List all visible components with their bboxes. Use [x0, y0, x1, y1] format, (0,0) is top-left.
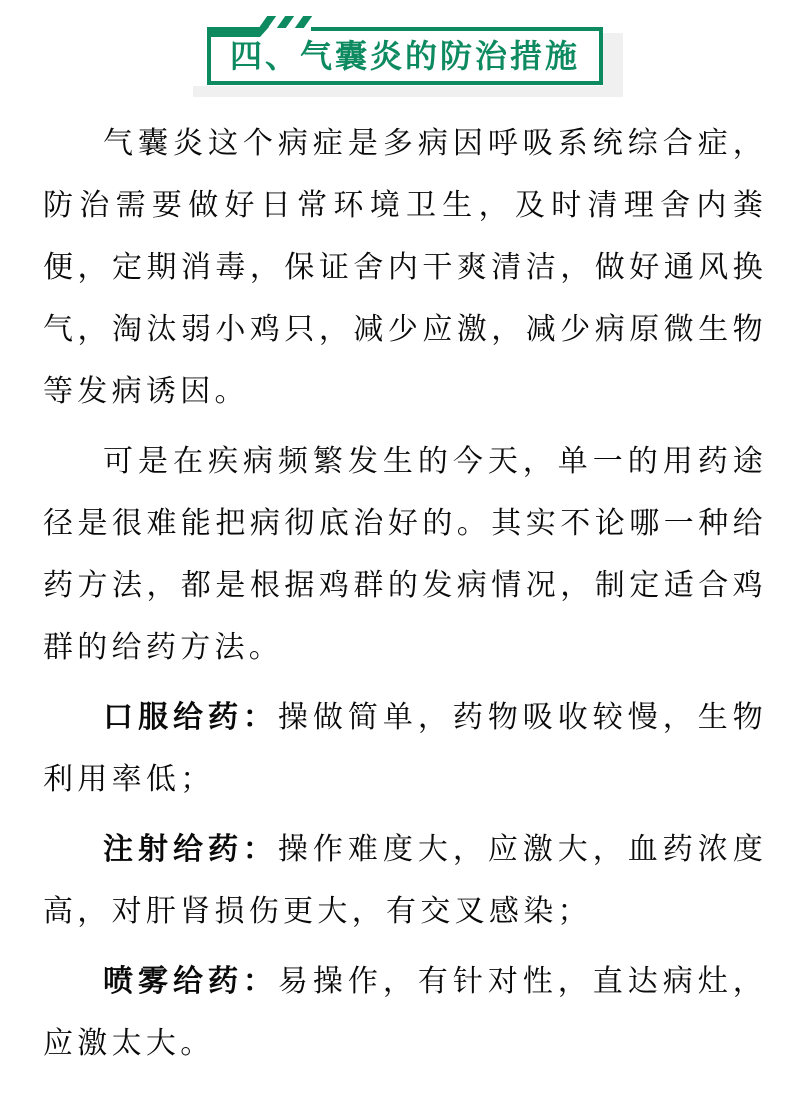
slash-icon — [277, 16, 294, 28]
paragraph-label: 口服给药： — [103, 701, 278, 734]
article-body — [43, 113, 767, 1075]
slash-icon — [295, 16, 312, 28]
section-title: 四、气囊炎的防治措施 — [229, 38, 580, 74]
decorative-top-line — [311, 27, 603, 31]
paragraph — [43, 431, 767, 679]
paragraph — [43, 819, 767, 943]
paragraph-text: 易操作，有针对性，直达病灶，应激太大。 — [43, 965, 768, 1060]
box-shadow-right — [603, 33, 623, 97]
section-header — [207, 27, 603, 85]
decorative-slashes-icon — [263, 16, 308, 28]
paragraph-text: 操作难度大，应激大，血药浓度高，对肝肾损伤更大，有交叉感染； — [43, 833, 768, 928]
box-shadow-bottom — [193, 86, 623, 97]
paragraph-label: 注射给药： — [103, 833, 278, 866]
paragraph-text: 可是在疾病频繁发生的今天，单一的用药途径是很难能把病彻底治好的。其实不论哪一种给药方法，都是根据鸡群的发病情况，制定适合鸡群的给药方法。 — [43, 445, 767, 664]
paragraph-text: 气囊炎这个病症是多病因呼吸系统综合症，防治需要做好日常环境卫生，及时清理舍内粪便，定期消毒，保证舍内干爽清洁，做好通风换气，淘汰弱小鸡只，减少应激，减少病原微生物等发病诱因。 — [43, 127, 767, 408]
decorative-bar — [207, 27, 269, 37]
paragraph-text: 操做简单，药物吸收较慢，生物利用率低； — [43, 701, 768, 796]
paragraph — [43, 951, 767, 1075]
paragraph — [43, 113, 767, 423]
title-box — [207, 27, 603, 85]
paragraph-label: 喷雾给药： — [103, 965, 278, 998]
paragraph — [43, 687, 767, 811]
slash-icon — [259, 16, 276, 28]
